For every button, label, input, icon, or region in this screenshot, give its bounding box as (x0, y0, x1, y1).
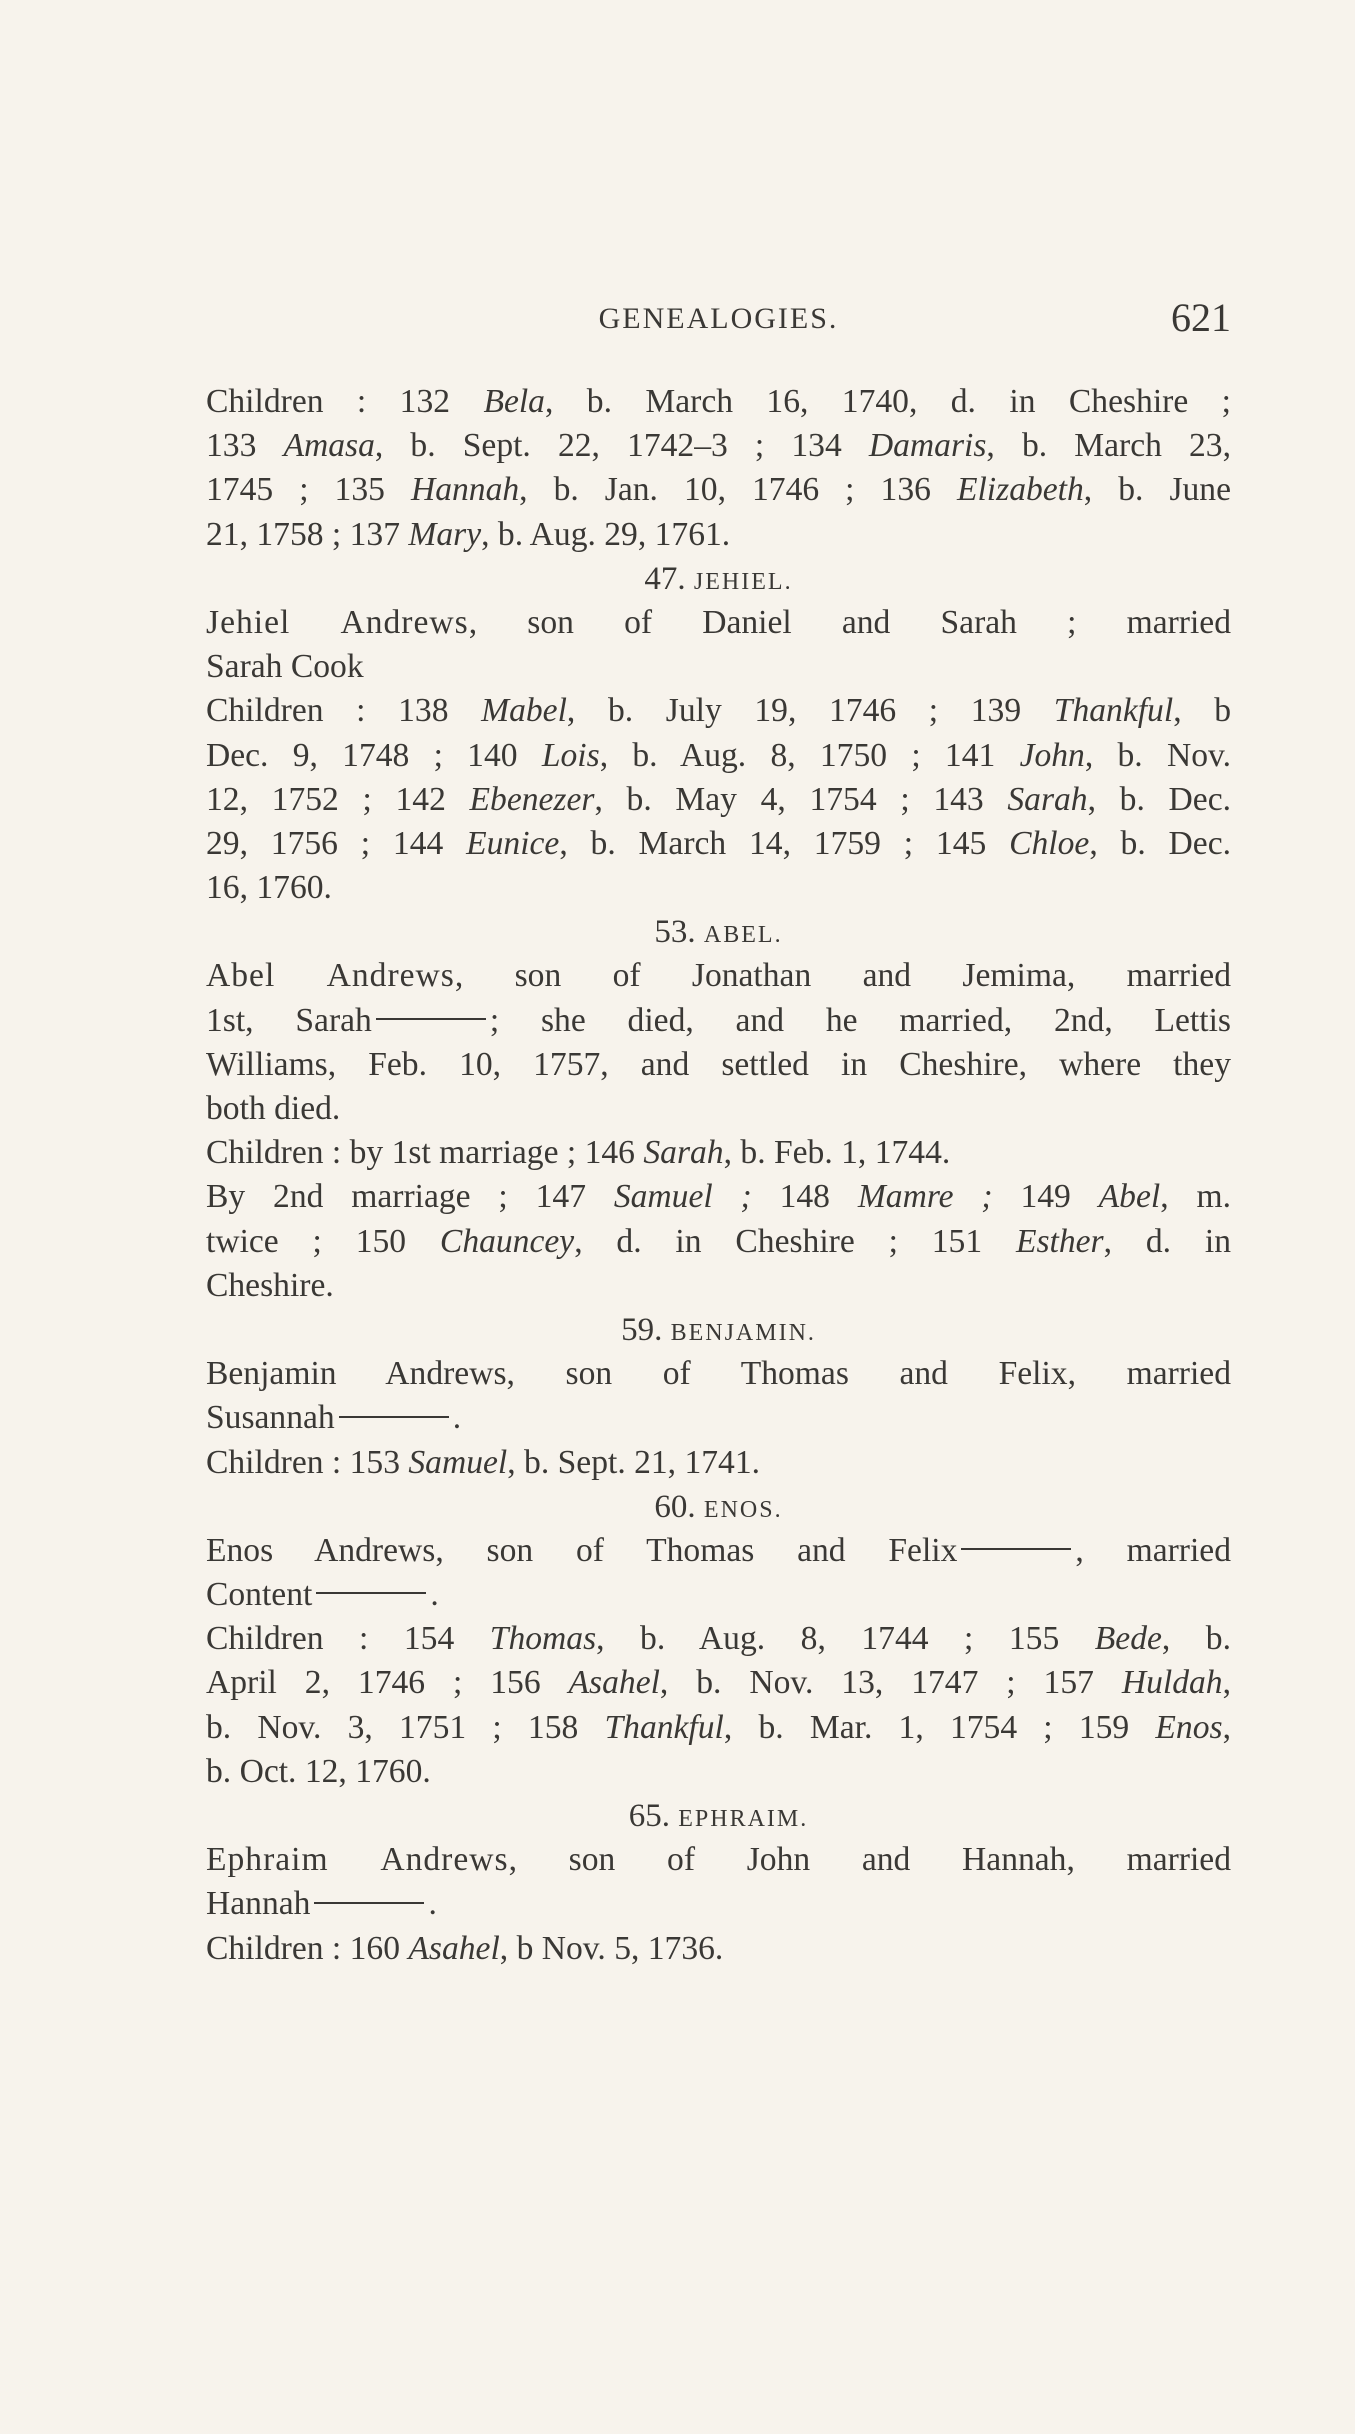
text-span: 1745 ; 135 (206, 471, 411, 509)
text-line (206, 424, 1231, 468)
section-heading-47 (206, 557, 1231, 601)
text-line (206, 1617, 1231, 1661)
child-name: Chloe (1009, 824, 1090, 862)
child-name: Hannah (410, 471, 520, 509)
text-line (206, 1087, 1231, 1131)
child-name: Elizabeth (956, 471, 1084, 509)
text-span: Hannah (206, 1885, 311, 1923)
text-line (206, 999, 1231, 1043)
text-span: , b Nov. 5, 1736. (499, 1929, 724, 1967)
child-name: Esther (1015, 1222, 1104, 1260)
text-line (206, 1573, 1231, 1617)
text-span: , (1222, 1708, 1231, 1746)
text-span: , b. Aug. 29, 1761. (481, 515, 731, 553)
text-line (206, 601, 1231, 645)
text-span: . (428, 1885, 437, 1923)
text-line (206, 1661, 1231, 1705)
text-span: , married (1075, 1531, 1231, 1569)
text-line (206, 954, 1231, 998)
section-heading-53 (206, 910, 1231, 954)
text-span: Children : 154 (206, 1620, 490, 1658)
section-heading-59 (206, 1308, 1231, 1352)
text-span: 29, 1756 ; 144 (206, 824, 467, 862)
text-span: Susannah (206, 1399, 335, 1437)
text-span: , m. (1160, 1178, 1231, 1216)
child-name: Asahel (408, 1929, 500, 1967)
section-number: 60. (654, 1488, 696, 1525)
text-span: , b. May 4, 1754 ; 143 (594, 780, 1008, 818)
text-span: Children : 153 (206, 1443, 409, 1481)
child-name: Mary (408, 515, 482, 553)
text-line (206, 1264, 1231, 1308)
text-line (206, 645, 1231, 689)
text-span: , b. Aug. 8, 1750 ; 141 (599, 736, 1020, 774)
text-span: Williams, Feb. 10, 1757, and settled in Cheshire, where they (206, 1045, 1231, 1083)
text-span: , d. in Cheshire ; 151 (574, 1222, 1016, 1260)
child-name: Samuel (408, 1443, 508, 1481)
text-line (206, 468, 1231, 512)
text-span: , b. Jan. 10, 1746 ; 136 (519, 471, 957, 509)
blank-dash (314, 1902, 424, 1904)
text-span: 149 (992, 1178, 1099, 1216)
child-name: Samuel ; (613, 1178, 752, 1216)
text-span: , b. Nov. 13, 1747 ; 157 (659, 1664, 1122, 1702)
text-span: , b. Sept. 22, 1742–3 ; 134 (374, 427, 869, 465)
person-surname: Andrews (340, 603, 469, 641)
child-name: Mamre ; (857, 1178, 993, 1216)
blank-dash (961, 1548, 1071, 1550)
blank-dash (316, 1592, 426, 1594)
section-heading-65 (206, 1794, 1231, 1838)
text-span: 21, 1758 ; 137 (206, 515, 409, 553)
text-line (206, 380, 1231, 424)
text-span: ; she died, and he married, 2nd, Lettis (489, 1001, 1231, 1039)
text-span: , b. March 14, 1759 ; 145 (559, 824, 1010, 862)
text-line (206, 734, 1231, 778)
text-span: 1st, Sarah (206, 1001, 372, 1039)
text-span: , b. Mar. 1, 1754 ; 159 (723, 1708, 1156, 1746)
section-number: 65. (628, 1798, 670, 1834)
child-name: Lois (541, 736, 600, 774)
text-span: 148 (751, 1178, 858, 1216)
child-name: Mabel (481, 692, 567, 730)
text-line (206, 1529, 1231, 1573)
section-heading-60 (206, 1485, 1231, 1529)
text-line (206, 689, 1231, 733)
text-span: Cheshire. (206, 1266, 334, 1304)
text-span: , b. June (1083, 471, 1231, 509)
text-span: Dec. 9, 1748 ; 140 (206, 736, 542, 774)
text-span: Children : 132 (206, 383, 484, 420)
section-number: 47. (644, 560, 686, 597)
child-name: Eunice (466, 824, 560, 862)
text-span: , son of Daniel and Sarah ; married (468, 603, 1231, 641)
text-line (206, 1706, 1231, 1750)
child-name: Thomas (489, 1620, 597, 1658)
child-name: Enos (1155, 1708, 1223, 1746)
text-line (206, 1838, 1231, 1882)
text-span: Enos Andrews, son of Thomas and Felix (206, 1531, 958, 1569)
text-line (206, 1352, 1231, 1396)
text-span: twice ; 150 (206, 1222, 440, 1260)
text-line (206, 1882, 1231, 1926)
text-span: 16, 1760. (206, 869, 332, 907)
text-span: Sarah Cook (206, 648, 364, 686)
text-span: April 2, 1746 ; 156 (206, 1664, 569, 1702)
section-name: JEHIEL. (693, 568, 793, 595)
child-name: Thankful (604, 1708, 724, 1746)
text-span: , b. Dec. (1089, 824, 1231, 862)
child-name: Sarah (1007, 780, 1088, 818)
person-surname: Andrews (326, 957, 455, 995)
child-name: Amasa (283, 427, 375, 465)
text-line (206, 778, 1231, 822)
section-name: BENJAMIN. (670, 1319, 816, 1346)
text-span: . (430, 1576, 439, 1614)
section-name: ENOS. (703, 1496, 783, 1523)
text-span: , d. in (1103, 1222, 1231, 1260)
text-span: By 2nd marriage ; 147 (206, 1178, 614, 1216)
text-line (206, 1220, 1231, 1264)
blank-dash (339, 1416, 449, 1418)
text-span: , b. Dec. (1087, 780, 1231, 818)
person-given-name: Abel (206, 957, 276, 995)
text-span: , b (1173, 692, 1232, 730)
text-line (206, 1396, 1231, 1440)
section-number: 59. (621, 1311, 663, 1348)
page-number: 621 (1171, 295, 1231, 340)
section-name: ABEL. (703, 922, 783, 949)
text-span: , b. March 23, (986, 427, 1231, 465)
blank-dash (376, 1018, 486, 1020)
child-name: Chauncey (439, 1222, 575, 1260)
text-span: , b. July 19, 1746 ; 139 (566, 692, 1054, 730)
text-span: , b. Sept. 21, 1741. (507, 1443, 761, 1481)
section-number: 53. (654, 914, 696, 951)
text-line (206, 822, 1231, 866)
text-span: Children : 138 (206, 692, 482, 730)
text-span: b. Oct. 12, 1760. (206, 1752, 431, 1790)
text-span: , b. March 16, 1740, d. in Cheshire ; (544, 383, 1231, 420)
text-line (206, 513, 1231, 557)
person-given-name: Jehiel (206, 603, 291, 641)
text-line (206, 1927, 1231, 1971)
text-line (206, 1750, 1231, 1794)
child-name: Damaris (868, 427, 987, 465)
text-span: , b. Feb. 1, 1744. (723, 1134, 951, 1172)
running-head (206, 295, 1231, 348)
text-span: , b. Nov. (1084, 736, 1231, 774)
text-span: 12, 1752 ; 142 (206, 780, 470, 818)
person-given-name: Ephraim (206, 1841, 329, 1879)
text-line (206, 1441, 1231, 1485)
section-name: EPHRAIM. (678, 1806, 809, 1832)
person-surname: Andrews (380, 1841, 509, 1879)
text-span: , son of John and Hannah, married (508, 1841, 1231, 1879)
text-span: , (1222, 1664, 1231, 1702)
child-name: Abel (1098, 1178, 1161, 1216)
text-line (206, 1175, 1231, 1219)
text-span: , b. (1161, 1620, 1231, 1658)
text-span: Content (206, 1576, 313, 1614)
child-name: Bela (483, 383, 545, 420)
text-span: Benjamin Andrews, son of Thomas and Felix, married (206, 1355, 1231, 1393)
child-name: Asahel (568, 1664, 660, 1702)
text-line (206, 1043, 1231, 1087)
child-name: Bede (1094, 1620, 1162, 1658)
child-name: Ebenezer (469, 780, 595, 818)
text-span: 133 (206, 427, 284, 465)
child-name: Huldah (1121, 1664, 1223, 1702)
child-name: Sarah (643, 1134, 724, 1172)
text-line (206, 1131, 1231, 1175)
text-line (206, 866, 1231, 910)
text-span: b. Nov. 3, 1751 ; 158 (206, 1708, 605, 1746)
child-name: John (1019, 736, 1085, 774)
text-span: Children : 160 (206, 1929, 409, 1967)
text-span: . (452, 1399, 462, 1437)
genealogy-text (206, 380, 1231, 1971)
text-span: Children : by 1st marriage ; 146 (206, 1134, 644, 1172)
text-span: , b. Aug. 8, 1744 ; 155 (596, 1620, 1095, 1658)
text-span: , son of Jonathan and Jemima, married (454, 957, 1231, 995)
running-title: GENEALOGIES. (598, 302, 839, 335)
child-name: Thankful (1053, 692, 1174, 730)
text-span: both died. (206, 1090, 341, 1127)
